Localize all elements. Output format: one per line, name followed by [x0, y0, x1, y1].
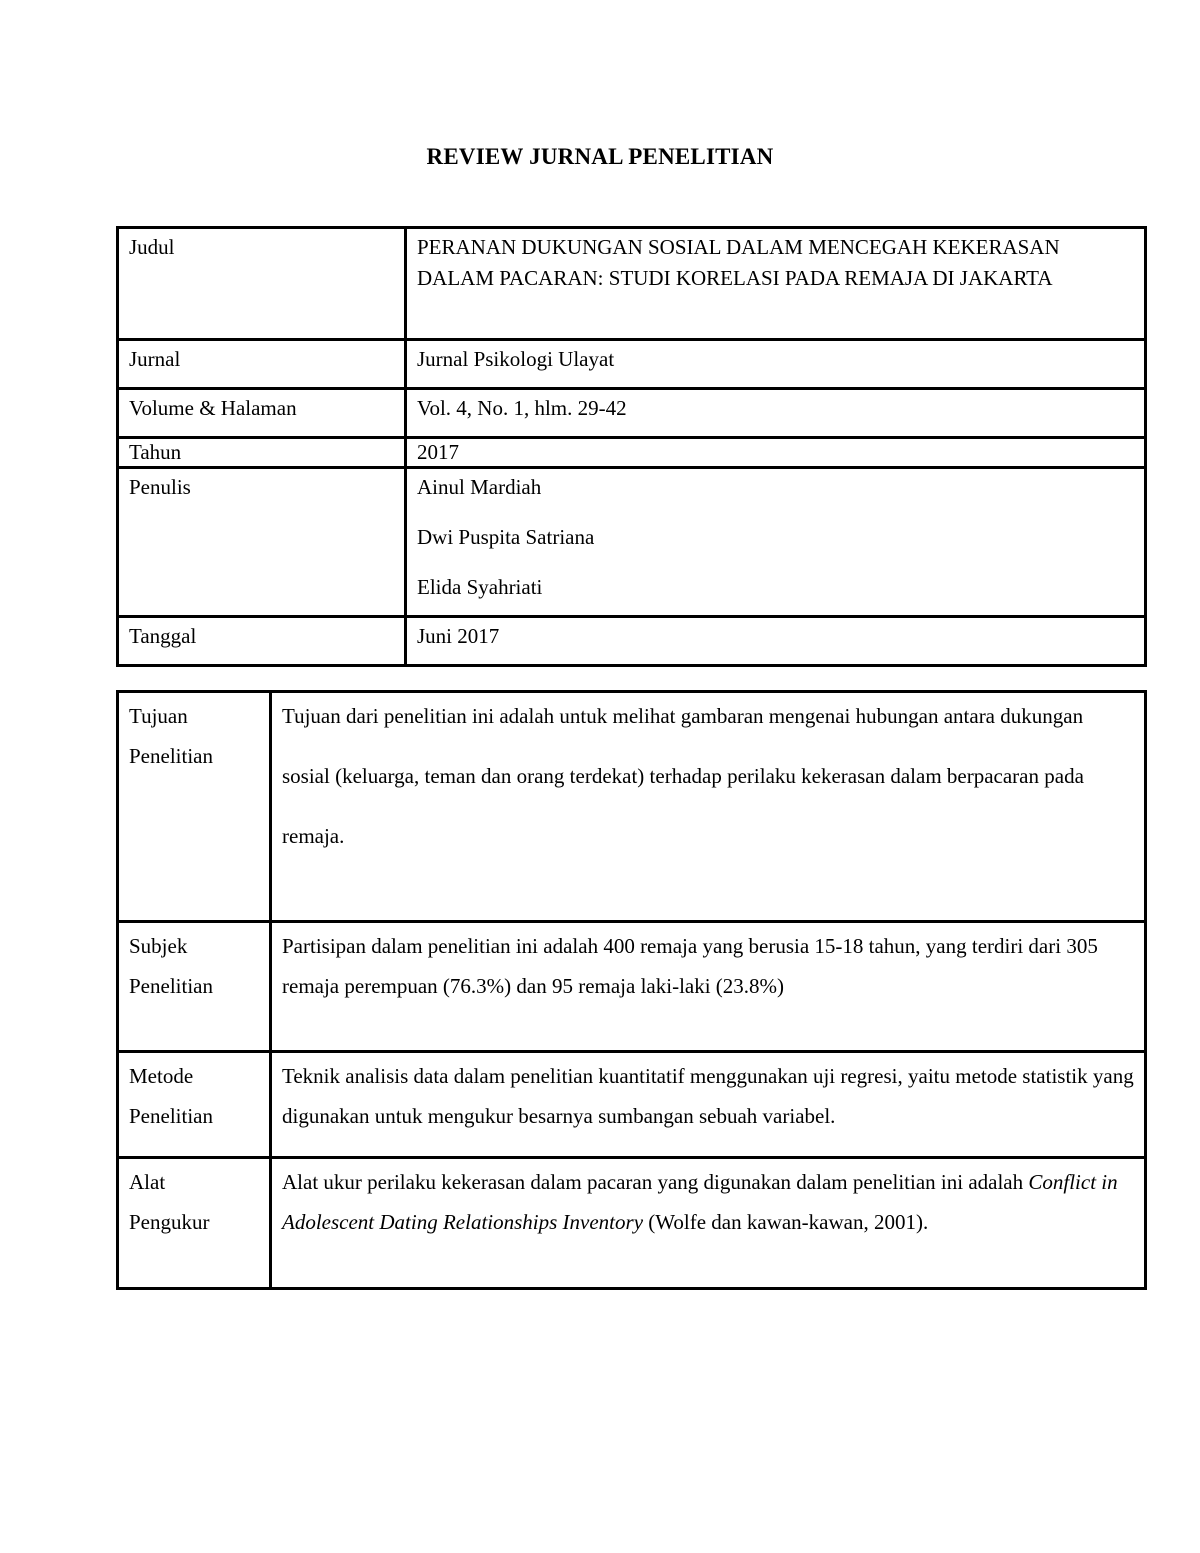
judul-value: PERANAN DUKUNGAN SOSIAL DALAM MENCEGAH KEKERASAN DALAM PACARAN: STUDI KORELASI PADA REMAJA DI JAKARTA [406, 228, 1146, 340]
subjek-label-line2: Penelitian [129, 974, 213, 998]
metode-label-line2: Penelitian [129, 1104, 213, 1128]
alat-text [271, 1158, 1146, 1289]
volume-label: Volume & Halaman [118, 389, 406, 438]
tujuan-text [271, 692, 1146, 922]
tahun-value: 2017 [406, 438, 1146, 468]
journal-review-table [116, 690, 1147, 1290]
alat-text-before: Alat ukur perilaku kekerasan dalam pacaran yang digunakan dalam penelitian ini adalah [282, 1170, 1029, 1194]
jurnal-label: Jurnal [118, 340, 406, 389]
table-row-volume [118, 389, 1146, 438]
metode-text: Teknik analisis data dalam penelitian kuantitatif menggunakan uji regresi, yaitu metode statistik yang digunakan untuk mengukur besarnya sumbangan sebuah variabel. [271, 1052, 1146, 1158]
subjek-label [118, 922, 271, 1052]
author-name: Dwi Puspita Satriana [417, 525, 595, 549]
metode-label-line1: Metode [129, 1064, 194, 1088]
author-name: Elida Syahriati [417, 575, 543, 599]
table-row-jurnal [118, 340, 1146, 389]
metode-label [118, 1052, 271, 1158]
table-row-judul [118, 228, 1146, 340]
table-row-tahun [118, 438, 1146, 468]
journal-info-table [116, 226, 1147, 667]
volume-value: Vol. 4, No. 1, hlm. 29-42 [406, 389, 1146, 438]
jurnal-value: Jurnal Psikologi Ulayat [406, 340, 1146, 389]
tujuan-label-line1: Tujuan [129, 704, 188, 728]
author-name: Ainul Mardiah [417, 475, 542, 499]
penulis-label: Penulis [118, 468, 406, 617]
table-row-subjek [118, 922, 1146, 1052]
alat-label-line2: Pengukur [129, 1210, 210, 1234]
page-title: REVIEW JURNAL PENELITIAN [426, 144, 774, 169]
tanggal-label: Tanggal [118, 617, 406, 666]
table-row-metode [118, 1052, 1146, 1158]
table-row-penulis [118, 468, 1146, 617]
tanggal-value: Juni 2017 [406, 617, 1146, 666]
tujuan-label-line2: Penelitian [129, 744, 213, 768]
alat-text-after: (Wolfe dan kawan-kawan, 2001). [643, 1210, 929, 1234]
alat-label-line1: Alat [129, 1170, 166, 1194]
alat-label [118, 1158, 271, 1289]
table-row-tujuan [118, 692, 1146, 922]
tujuan-label [118, 692, 271, 922]
tahun-label: Tahun [118, 438, 406, 468]
alat-text-italic: Conflict in Adolescent Dating Relationships Inventory [282, 1170, 1118, 1234]
judul-label: Judul [118, 228, 406, 340]
tujuan-paragraph: Tujuan dari penelitian ini adalah untuk melihat gambaran mengenai hubungan antara dukungan sosial (keluarga, teman dan orang terdekat) terhadap perilaku kekerasan dalam berpacaran pada remaja. [282, 704, 1084, 848]
penulis-value [406, 468, 1146, 617]
table-row-tanggal [118, 617, 1146, 666]
table-row-alat [118, 1158, 1146, 1289]
subjek-label-line1: Subjek [129, 934, 188, 958]
subjek-text: Partisipan dalam penelitian ini adalah 400 remaja yang berusia 15-18 tahun, yang terdiri dari 305 remaja perempuan (76.3%) dan 95 remaja laki-laki (23.8%) [271, 922, 1146, 1052]
